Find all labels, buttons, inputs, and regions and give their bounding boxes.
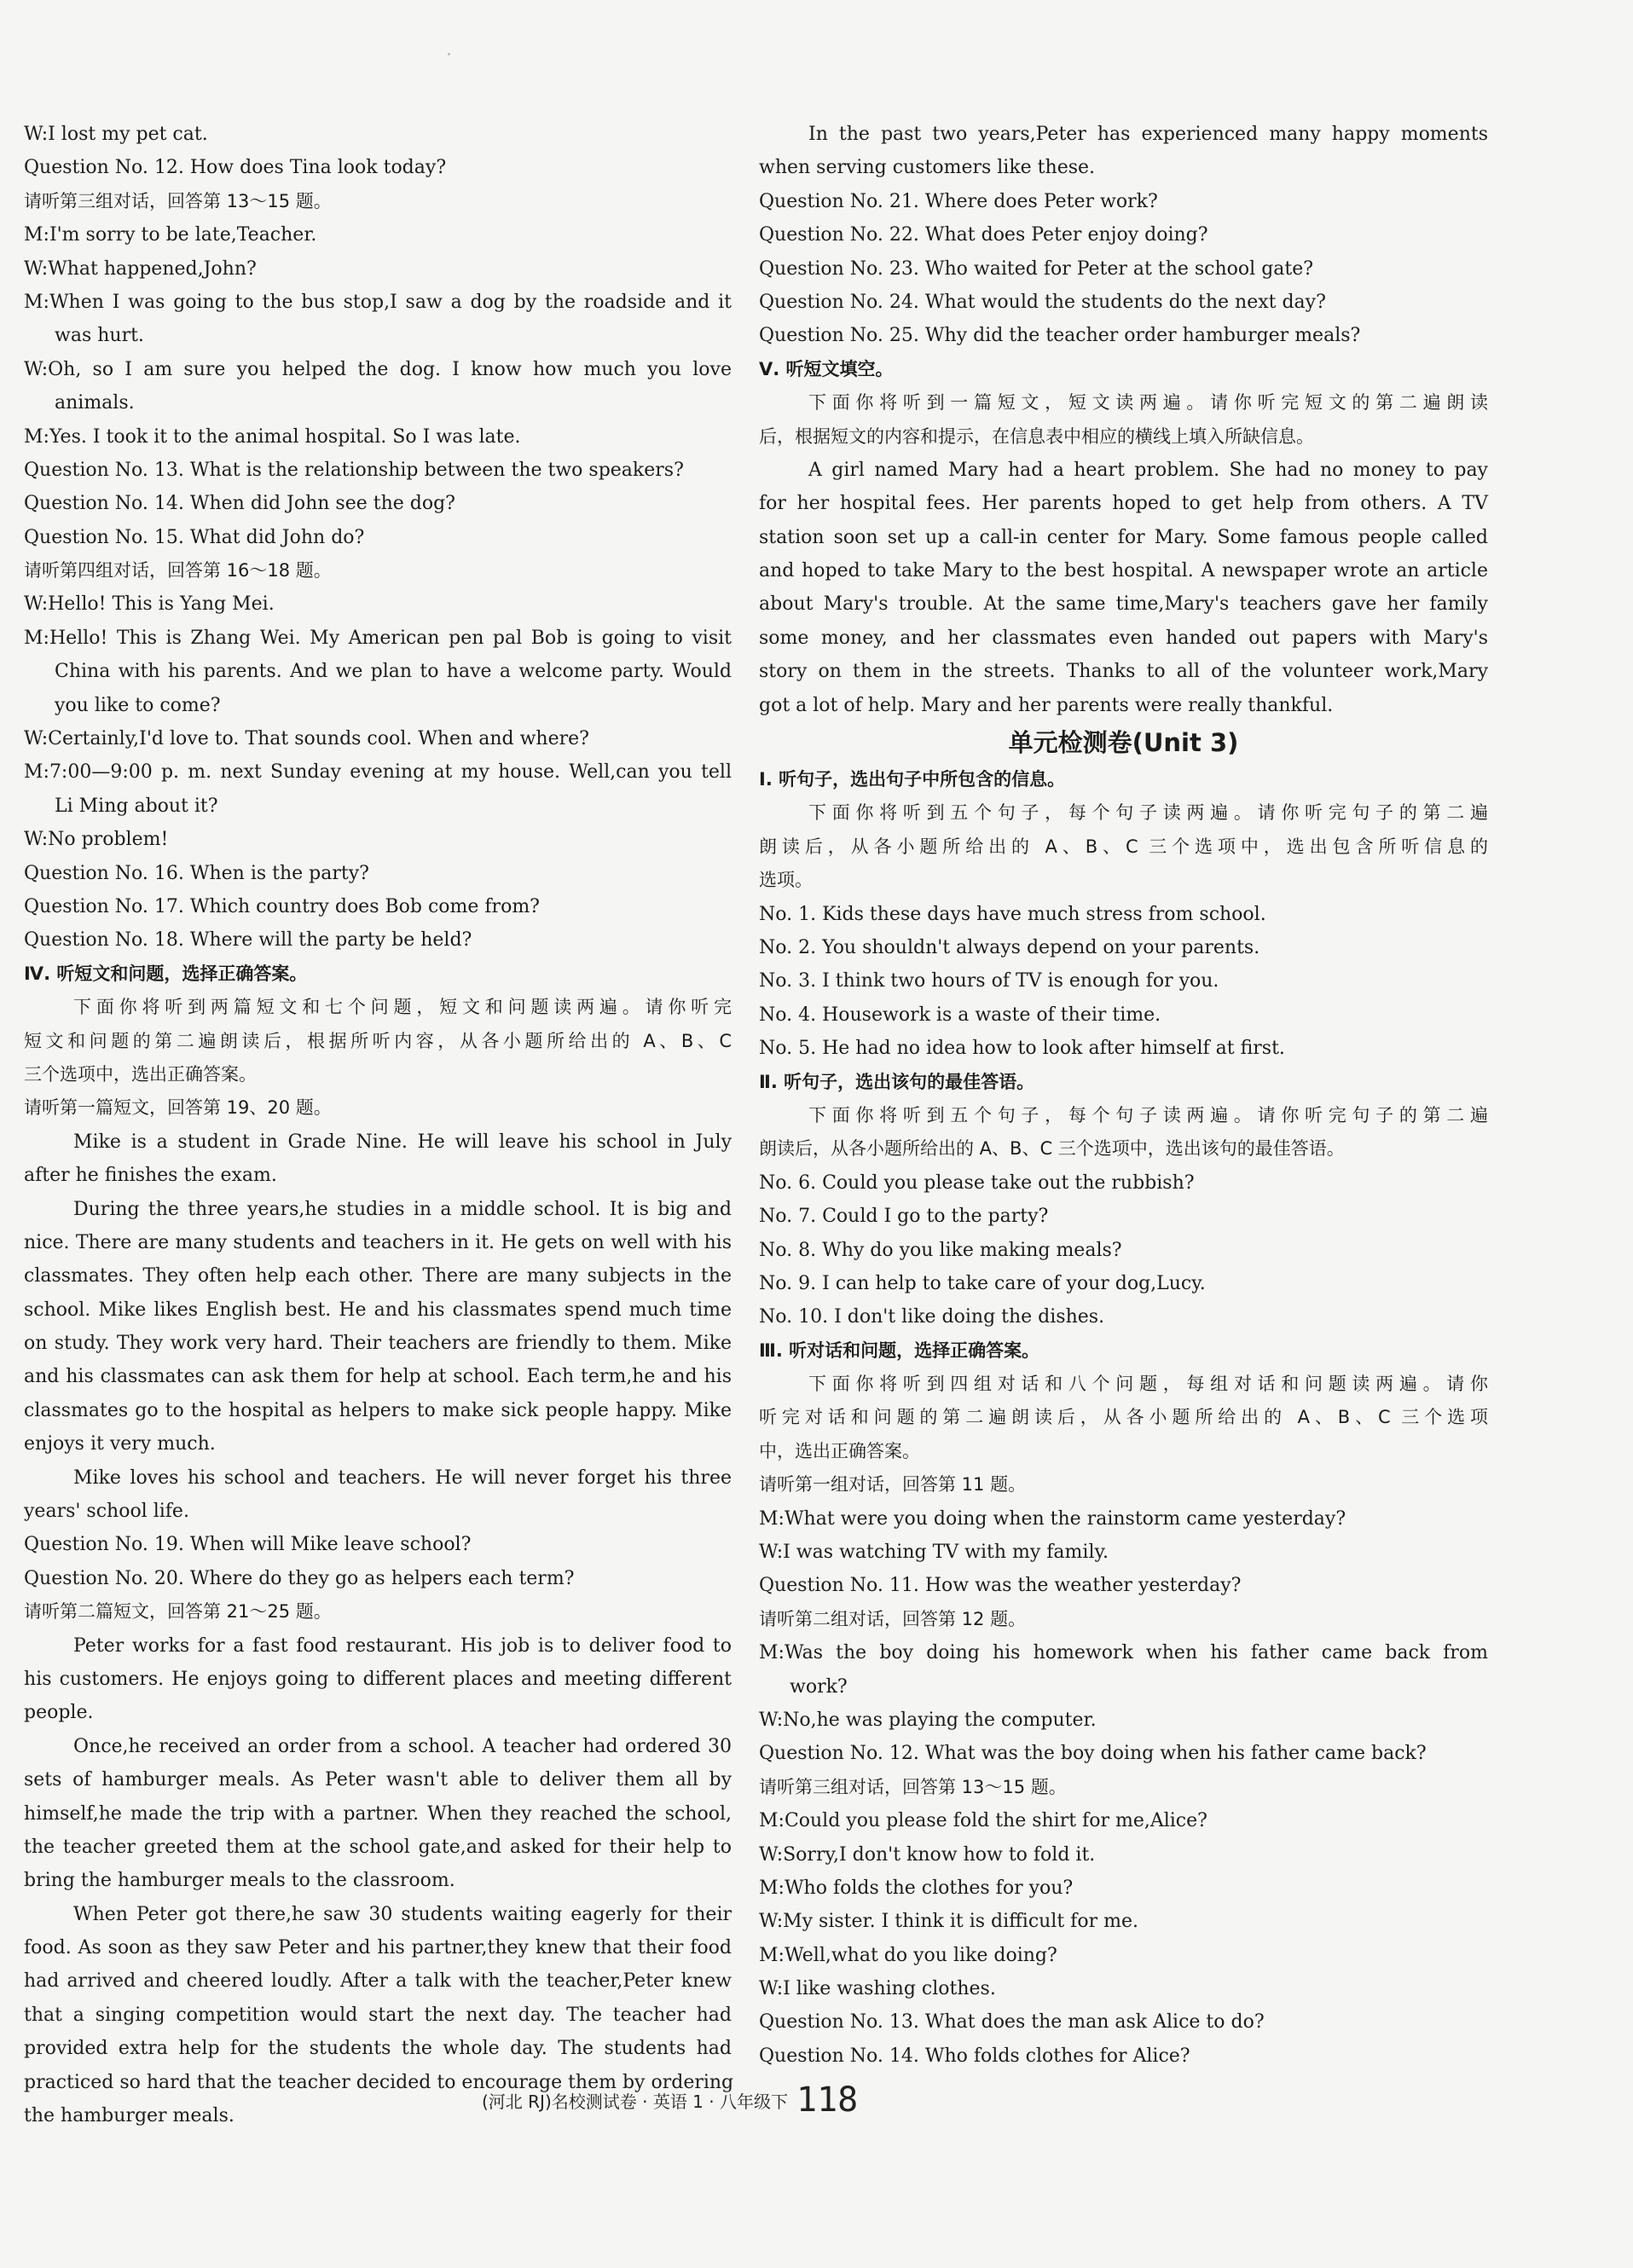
page-footer xyxy=(482,2080,858,2120)
text-line: when serving customers like these. xyxy=(759,157,1096,179)
text-line: his customers. He enjoys going to different places and meeting different xyxy=(24,1668,732,1690)
text-line: W:I was watching TV with my family. xyxy=(759,1542,1109,1564)
text-line: that a singing competition would start the next day. The teacher had xyxy=(24,2004,732,2026)
text-line: work? xyxy=(790,1675,848,1698)
text-line: 请听第二篇短文，回答第 21～25 题。 xyxy=(24,1601,332,1623)
text-line: W:No,he was playing the computer. xyxy=(759,1709,1097,1731)
section-heading: Ⅳ. 听短文和问题，选择正确答案。 xyxy=(24,963,308,984)
text-line: 请听第三组对话，回答第 13～15 题。 xyxy=(759,1776,1067,1797)
text-line: Once,he received an order from a school. A teacher had ordered 30 xyxy=(73,1735,732,1757)
text-line: had arrived and cheered loudly. After a talk with the teacher,Peter knew xyxy=(24,1970,732,1993)
text-line: 下面你将听到四组对话和八个问题，每组对话和问题读两遍。请你 xyxy=(808,1374,1488,1395)
text-line: 请听第一组对话，回答第 11 题。 xyxy=(759,1474,1027,1496)
text-line: the teacher greeted them at the school gate,and asked for their help to xyxy=(24,1836,732,1858)
footer-label: (河北 RJ)名校测试卷 · 英语 1 · 八年级下 xyxy=(482,2092,788,2112)
question-line: Question No. 22. What does Peter enjoy doing? xyxy=(759,224,1208,246)
text-line: M:Hello! This is Zhang Wei. My American pen pal Bob is going to visit xyxy=(24,627,732,649)
text-line: and his classmates can ask them for help at school. Each term,he and his xyxy=(24,1366,732,1388)
text-line: 朗读后，从各小题所给出的 A、B、C 三个选项中，选出包含所听信息的 xyxy=(759,836,1488,857)
text-line: 请听第一篇短文，回答第 19、20 题。 xyxy=(24,1097,332,1119)
question-line: Question No. 11. How was the weather yesterday? xyxy=(759,1575,1242,1597)
text-line: W:Sorry,I don't know how to fold it. xyxy=(759,1843,1096,1866)
question-line: No. 4. Housework is a waste of their time. xyxy=(759,1004,1161,1026)
text-line: A girl named Mary had a heart problem. She had no money to pay xyxy=(808,459,1488,481)
text-line: got a lot of help. Mary and her parents were really thankful. xyxy=(759,694,1334,716)
text-line: enjoys it very much. xyxy=(24,1433,216,1455)
section-heading: Ⅲ. 听对话和问题，选择正确答案。 xyxy=(759,1339,1040,1361)
text-line: Li Ming about it? xyxy=(55,795,218,817)
question-line: Question No. 20. Where do they go as helpers each term? xyxy=(24,1567,575,1589)
text-line: provided extra help for the students the whole day. The students had xyxy=(24,2038,732,2060)
text-line: W:I like washing clothes. xyxy=(759,1978,996,2000)
text-line: bring the hamburger meals to the classroom. xyxy=(24,1870,455,1892)
question-line: No. 10. I don't like doing the dishes. xyxy=(759,1306,1105,1328)
question-line: Question No. 15. What did John do? xyxy=(24,526,365,548)
text-line: 朗读后，从各小题所给出的 A、B、C 三个选项中，选出该句的最佳答语。 xyxy=(759,1138,1345,1160)
text-line: 请听第二组对话，回答第 12 题。 xyxy=(759,1608,1027,1629)
text-line: about Mary's trouble. At the same time,Mary's teachers gave her family xyxy=(759,593,1488,616)
text-line: W:My sister. I think it is difficult for me. xyxy=(759,1911,1138,1933)
left-column xyxy=(24,118,732,2132)
text-line: years' school life. xyxy=(24,1501,189,1523)
text-line: for her hospital fees. Her parents hoped to get help from others. A TV xyxy=(759,493,1488,515)
question-line: No. 7. Could I go to the party? xyxy=(759,1206,1049,1228)
text-line: In the past two years,Peter has experienced many happy moments xyxy=(808,124,1488,145)
text-line: on study. They work very hard. Their teachers are friendly to them. Mike xyxy=(24,1333,732,1355)
text-line: 短文和问题的第二遍朗读后，根据所听内容，从各小题所给出的 A、B、C xyxy=(24,1030,732,1051)
text-line: W:What happened,John? xyxy=(24,257,257,280)
page-number: 118 xyxy=(796,2080,859,2120)
text-line: W:Oh, so I am sure you helped the dog. I know how much you love xyxy=(24,358,732,380)
question-line: No. 5. He had no idea how to look after himself at first. xyxy=(759,1038,1285,1060)
question-line: Question No. 12. What was the boy doing when his father came back? xyxy=(759,1743,1427,1765)
question-line: No. 1. Kids these days have much stress from school. xyxy=(759,903,1266,925)
text-line: people. xyxy=(24,1702,94,1724)
text-line: animals. xyxy=(55,392,135,414)
text-line: W:No problem! xyxy=(24,829,169,851)
text-line: M:7:00—9:00 p. m. next Sunday evening at my house. Well,can you tell xyxy=(24,761,732,784)
text-line: 听完对话和问题的第二遍朗读后，从各小题所给出的 A、B、C 三个选项 xyxy=(759,1407,1488,1428)
text-line: 三个选项中，选出正确答案。 xyxy=(24,1063,257,1085)
section-heading: Ⅱ. 听句子，选出该句的最佳答语。 xyxy=(759,1071,1035,1092)
question-line: Question No. 23. Who waited for Peter at the school gate? xyxy=(759,257,1314,280)
question-line: No. 6. Could you please take out the rubbish? xyxy=(759,1172,1195,1194)
question-line: Question No. 21. Where does Peter work? xyxy=(759,190,1158,212)
text-line: M:Who folds the clothes for you? xyxy=(759,1877,1074,1899)
question-line: No. 3. I think two hours of TV is enough for you. xyxy=(759,970,1219,992)
text-line: 下面你将听到一篇短文，短文读两遍。请你听完短文的第二遍朗读 xyxy=(808,392,1488,414)
text-line: 请听第三组对话，回答第 13～15 题。 xyxy=(24,190,332,211)
text-line: M:I'm sorry to be late,Teacher. xyxy=(24,224,317,246)
text-line: classmates. They often help each other. There are many subjects in the xyxy=(24,1265,732,1287)
text-line: after he finishes the exam. xyxy=(24,1165,277,1187)
text-line: practiced so hard that the teacher decided to encourage them by ordering xyxy=(24,2071,734,2093)
text-line: story on them in the streets. Thanks to all of the volunteer work,Mary xyxy=(759,661,1488,683)
text-line: W:Certainly,I'd love to. That sounds cool. When and where? xyxy=(24,728,589,750)
text-line: himself,he made the trip with a partner. When they reached the school, xyxy=(24,1802,732,1825)
text-line: M:Was the boy doing his homework when his father came back from xyxy=(759,1642,1488,1664)
text-line: M:When I was going to the bus stop,I saw a dog by the roadside and it xyxy=(24,291,732,313)
text-line: W:I lost my pet cat. xyxy=(24,124,208,145)
text-line: 请听第四组对话，回答第 16～18 题。 xyxy=(24,560,332,581)
text-line: was hurt. xyxy=(55,325,144,347)
question-line: Question No. 18. Where will the party be held? xyxy=(24,929,472,952)
text-line: M:Could you please fold the shirt for me,Alice? xyxy=(759,1810,1207,1832)
section-heading: Ⅴ. 听短文填空。 xyxy=(759,358,894,379)
text-line: classmates go to the hospital as helpers to make sick people happy. Mike xyxy=(24,1399,732,1421)
text-line: M:Yes. I took it to the animal hospital. So I was late. xyxy=(24,425,521,448)
text-line: Mike is a student in Grade Nine. He will leave his school in July xyxy=(73,1131,732,1153)
text-line: nice. There are many students and teachers in it. He gets on well with his xyxy=(24,1231,732,1253)
text-line: sets of hamburger meals. As Peter wasn't able to deliver them all by xyxy=(24,1769,732,1791)
scan-speck xyxy=(448,53,450,55)
text-line: 选项。 xyxy=(759,870,813,891)
text-line: 下面你将听到五个句子，每个句子读两遍。请你听完句子的第二遍 xyxy=(808,802,1488,824)
text-line: 后，根据短文的内容和提示，在信息表中相应的横线上填入所缺信息。 xyxy=(759,425,1314,447)
text-line: school. Mike likes English best. He and his classmates spend much time xyxy=(24,1299,732,1321)
question-line: No. 9. I can help to take care of your dog,Lucy. xyxy=(759,1272,1206,1294)
question-line: Question No. 19. When will Mike leave school? xyxy=(24,1534,472,1556)
text-line: you like to come? xyxy=(55,694,221,716)
question-line: Question No. 14. When did John see the dog? xyxy=(24,493,455,515)
question-line: No. 8. Why do you like making meals? xyxy=(759,1239,1122,1261)
text-line: some money, and her classmates even handed out papers with Mary's xyxy=(759,627,1488,649)
question-line: No. 2. You shouldn't always depend on your parents. xyxy=(759,936,1260,958)
text-line: When Peter got there,he saw 30 students waiting eagerly for their xyxy=(73,1903,732,1925)
text-line: and hoped to take Mary to the best hospital. A newspaper wrote an article xyxy=(759,560,1488,582)
text-line: M:What were you doing when the rainstorm came yesterday? xyxy=(759,1507,1346,1530)
text-line: W:Hello! This is Yang Mei. xyxy=(24,593,275,616)
question-line: Question No. 24. What would the students do the next day? xyxy=(759,291,1326,313)
question-line: Question No. 25. Why did the teacher order hamburger meals? xyxy=(759,325,1361,347)
text-line: the hamburger meals. xyxy=(24,2105,235,2127)
text-line: China with his parents. And we plan to have a welcome party. Would xyxy=(55,661,732,683)
text-line: M:Well,what do you like doing? xyxy=(759,1944,1057,1966)
unit-title: 单元检测卷(Unit 3) xyxy=(1008,728,1239,758)
question-line: Question No. 12. How does Tina look today? xyxy=(24,157,447,179)
text-line: 下面你将听到五个句子，每个句子读两遍。请你听完句子的第二遍 xyxy=(808,1104,1488,1125)
text-line: During the three years,he studies in a middle school. It is big and xyxy=(73,1198,732,1220)
question-line: Question No. 14. Who folds clothes for Alice? xyxy=(759,2045,1190,2067)
question-line: Question No. 16. When is the party? xyxy=(24,862,369,884)
text-line: station soon set up a call-in center for Mary. Some famous people called xyxy=(759,526,1488,548)
text-line: 中，选出正确答案。 xyxy=(759,1440,920,1461)
question-line: Question No. 13. What does the man ask Alice to do? xyxy=(759,2011,1265,2034)
section-heading: Ⅰ. 听句子，选出句子中所包含的信息。 xyxy=(759,769,1066,790)
question-line: Question No. 17. Which country does Bob come from? xyxy=(24,895,540,917)
question-line: Question No. 13. What is the relationship between the two speakers? xyxy=(24,459,684,481)
text-line: Peter works for a fast food restaurant. His job is to deliver food to xyxy=(73,1634,732,1657)
text-line: Mike loves his school and teachers. He will never forget his three xyxy=(73,1467,732,1489)
right-column xyxy=(759,118,1488,2073)
text-line: 下面你将听到两篇短文和七个问题，短文和问题读两遍。请你听完 xyxy=(73,997,732,1018)
text-line: food. As soon as they saw Peter and his partner,they knew that their food xyxy=(24,1937,732,1959)
